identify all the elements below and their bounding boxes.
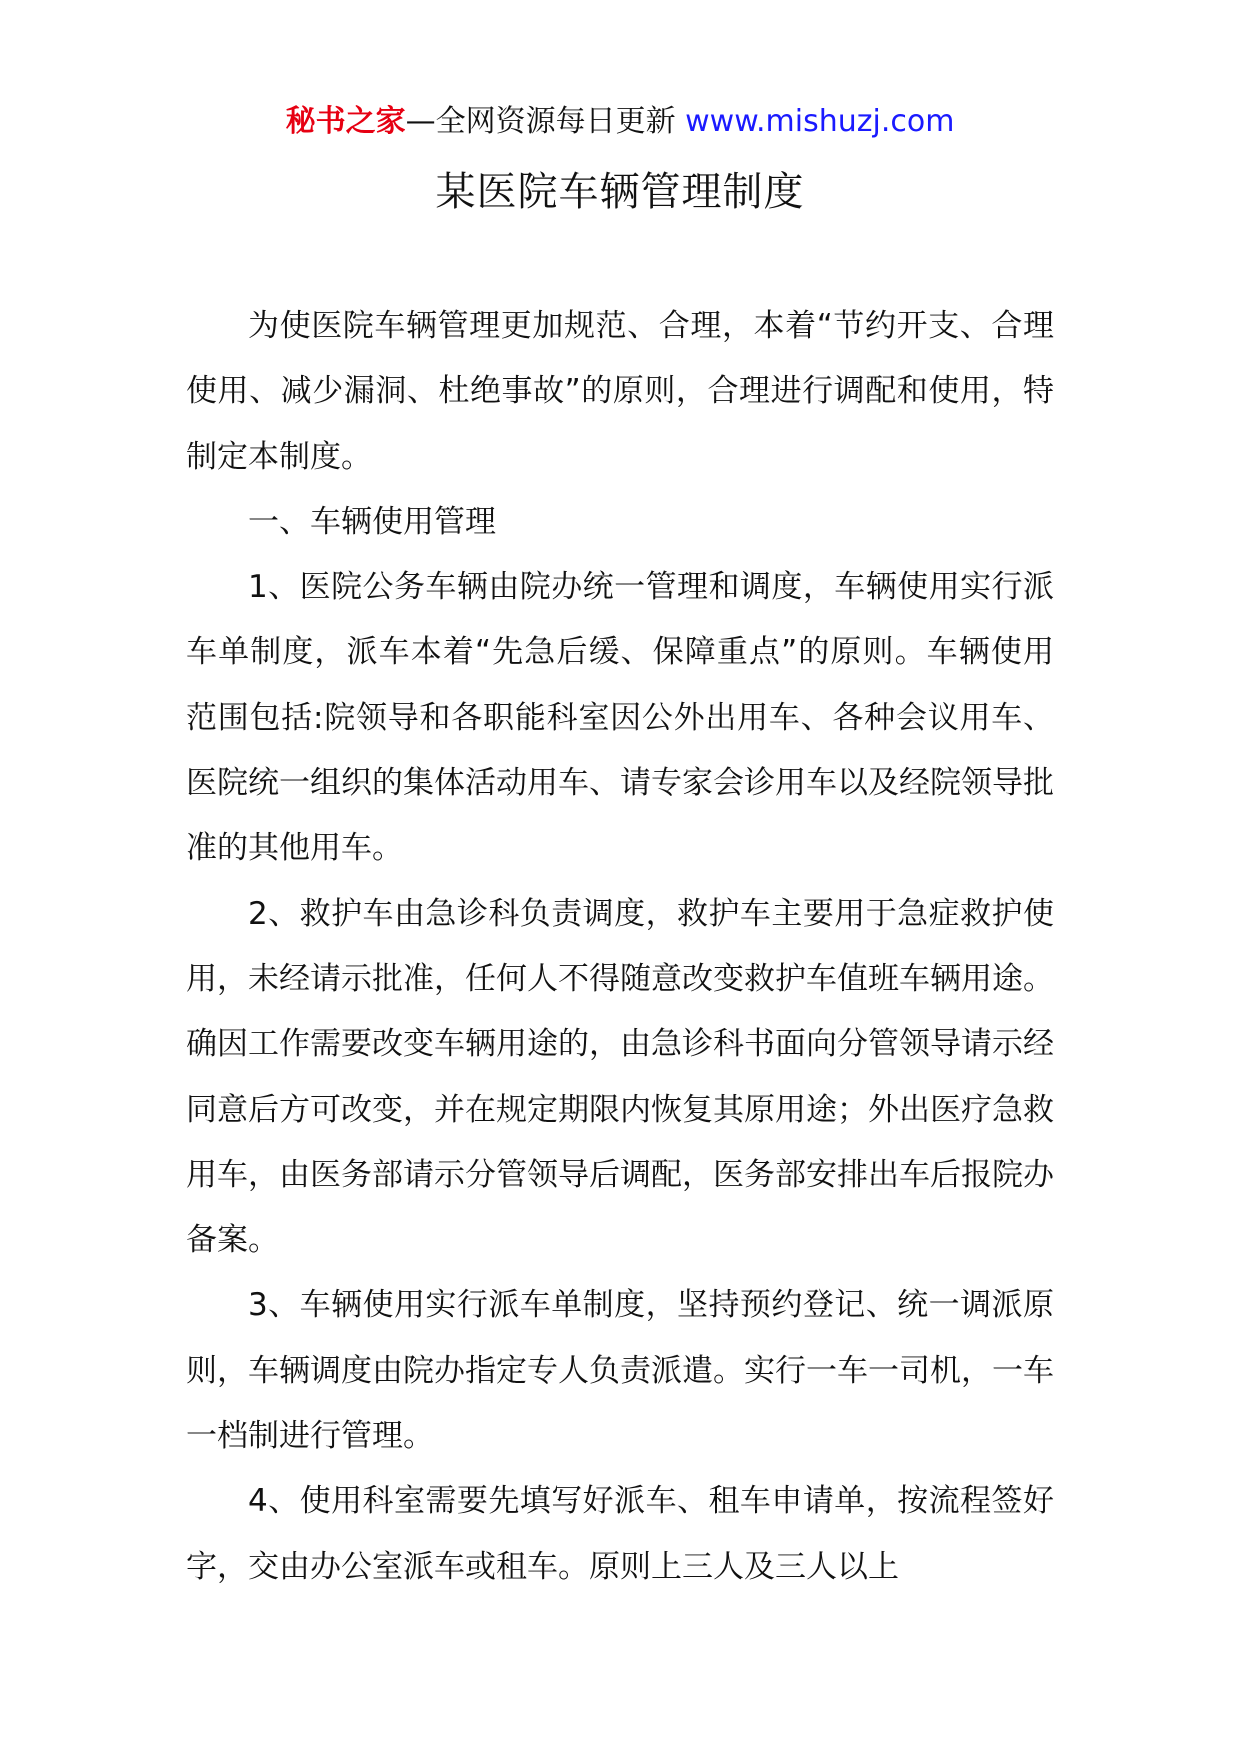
document-title: 某医院车辆管理制度 bbox=[435, 169, 805, 215]
site-header bbox=[0, 100, 1240, 144]
clause-3-paragraph: 3、车辆使用实行派车单制度，坚持预约登记、统一调派原则，车辆调度由院办指定专人负责派遣。实行一车一司机，一车一档制进行管理。 bbox=[186, 1287, 1054, 1455]
site-brand: 秘书之家 bbox=[285, 104, 406, 139]
site-slogan: —全网资源每日更新 bbox=[405, 104, 686, 139]
intro-paragraph: 为使医院车辆管理更加规范、合理，本着“节约开支、合理使用、减少漏洞、杜绝事故”的原则，合理进行调配和使用，特制定本制度。 bbox=[186, 308, 1054, 475]
clause-2-paragraph: 2、救护车由急诊科负责调度，救护车主要用于急症救护使用，未经请示批准，任何人不得随意改变救护车值班车辆用途。确因工作需要改变车辆用途的，由急诊科书面向分管领导请示经同意后方可改变，并在规定期限内恢复其原用途；外出医疗急救用车，由医务部请示分管领导后调配，医务部安排出车后报院办备案。 bbox=[186, 895, 1054, 1259]
section-heading-vehicle-use: 一、车辆使用管理 bbox=[248, 503, 496, 540]
document-body bbox=[186, 294, 1054, 1600]
clause-4-paragraph: 4、使用科室需要先填写好派车、租车申请单，按流程签好字，交由办公室派车或租车。原则上三人及三人以上 bbox=[186, 1483, 1054, 1585]
clause-1-paragraph: 1、医院公务车辆由院办统一管理和调度，车辆使用实行派车单制度，派车本着“先急后缓、保障重点”的原则。车辆使用范围包括:院领导和各职能科室因公外出用车、各种会议用车、医院统一组织的集体活动用车、请专家会诊用车以及经院领导批准的其他用车。 bbox=[186, 569, 1054, 867]
site-url-link[interactable]: www.mishuzj.com bbox=[685, 104, 955, 139]
